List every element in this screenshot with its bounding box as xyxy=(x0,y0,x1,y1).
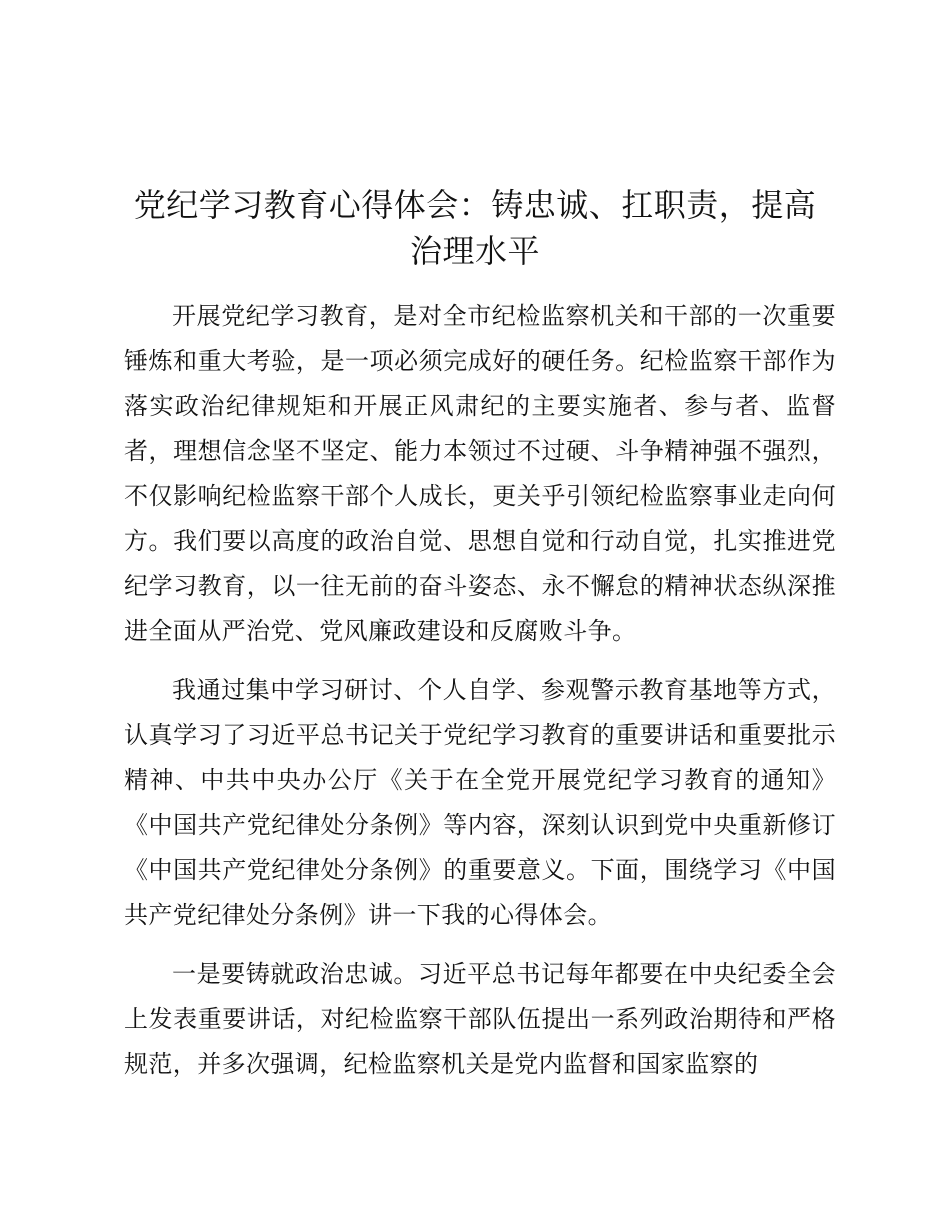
document-title: 党纪学习教育心得体会：铸忠诚、扛职责，提高治理水平 xyxy=(133,186,817,270)
paragraph-2: 我通过集中学习研讨、个人自学、参观警示教育基地等方式，认真学习了习近平总书记关于党纪学习教育的重要讲话和重要批示精神、中共中央办公厅《关于在全党开展党纪学习教育的通知》《中国共产党纪律处分条例》等内容，深刻认识到党中央重新修订《中国共产党纪律处分条例》的重要意义。下面，围绕学习《中国共产党纪律处分条例》讲一下我的心得体会。 xyxy=(124,676,836,929)
document-body xyxy=(124,294,836,1101)
paragraph-3: 一是要铸就政治忠诚。习近平总书记每年都要在中央纪委全会上发表重要讲话，对纪检监察干部队伍提出一系列政治期待和严格规范，并多次强调，纪检监察机关是党内监督和国家监察的 xyxy=(124,960,836,1078)
paragraph-1: 开展党纪学习教育，是对全市纪检监察机关和干部的一次重要锤炼和重大考验，是一项必须完成好的硬任务。纪检监察干部作为落实政治纪律规矩和开展正风肃纪的主要实施者、参与者、监督者，理想信念坚不坚定、能力本领过不过硬、斗争精神强不强烈，不仅影响纪检监察干部个人成长，更关乎引领纪检监察事业走向何方。我们要以高度的政治自觉、思想自觉和行动自觉，扎实推进党纪学习教育，以一往无前的奋斗姿态、永不懈怠的精神状态纵深推进全面从严治党、党风廉政建设和反腐败斗争。 xyxy=(124,302,836,645)
